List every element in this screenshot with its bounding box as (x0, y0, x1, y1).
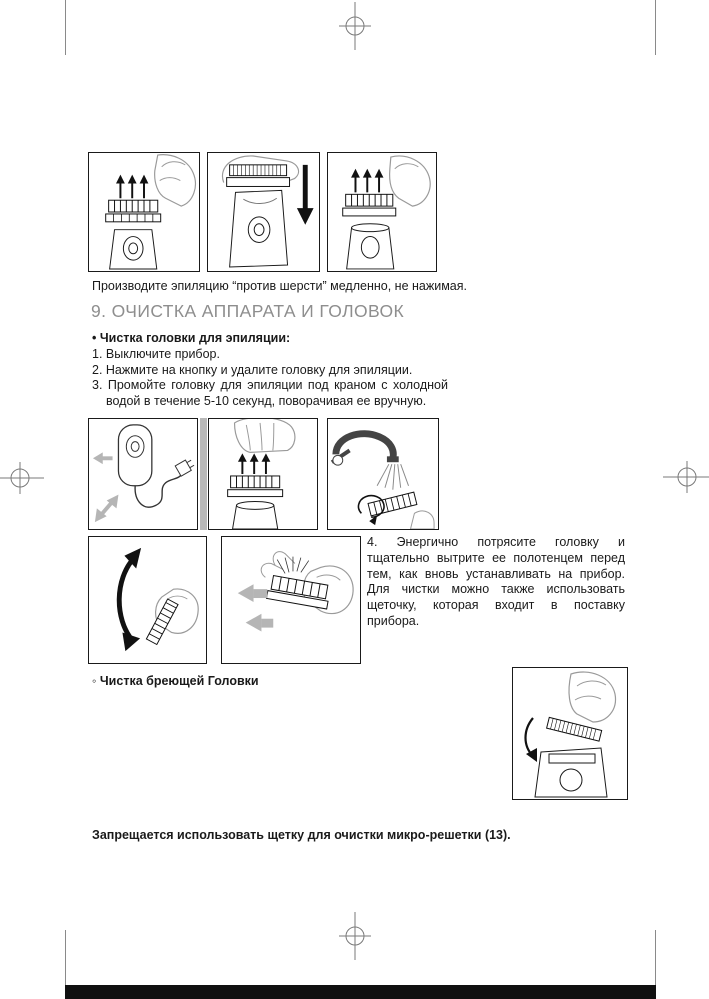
step-1: 1. Выключите прибор. (92, 347, 220, 361)
figure-box-row2-3 (327, 418, 439, 530)
section-heading: 9. ОЧИСТКА АППАРАТА И ГОЛОВОК (91, 301, 405, 321)
remove-foil-frame-illustration (208, 153, 319, 271)
shaver-cleaning-title: ◦ Чистка бреющей Головки (92, 674, 259, 688)
page-bottom-bar (65, 985, 656, 999)
figure-box-row1-3 (327, 152, 437, 272)
figure-box-row2-1 (88, 418, 198, 530)
rinse-under-tap-illustration (328, 419, 438, 529)
lift-epilation-head-illustration (328, 153, 436, 271)
press-button-remove-head-illustration (209, 419, 317, 529)
corner-tick-bottom-right (655, 930, 656, 985)
registration-mark-right (663, 453, 709, 501)
figure-box-row2-2 (208, 418, 318, 530)
step-3: 3. Промойте головку для эпиляции под краном с холодной водой в течение 5-10 секунд, поворачивая ее вручную. (92, 378, 448, 408)
remove-shaving-head-illustration (513, 668, 627, 799)
brush-clean-head-illustration (222, 537, 360, 663)
unplug-device-illustration (89, 419, 197, 529)
figure-box-row1-2 (207, 152, 320, 272)
micro-grid-warning: Запрещается использовать щетку для очистки микро-решетки (13). (92, 828, 511, 842)
step-2: 2. Нажмите на кнопку и удалите головку для эпиляции. (92, 362, 413, 377)
registration-mark-left (0, 454, 44, 502)
caption-epilation-direction: Производите эпиляцию “против шерсти” медленно, не нажимая. (92, 279, 467, 293)
corner-tick-top-left (65, 0, 66, 55)
corner-tick-top-right (655, 0, 656, 55)
epilation-cleaning-steps (92, 347, 448, 409)
step-4-paragraph: 4. Энергично потрясите головку и тщательно вытрите ее полотенцем перед тем, как вновь устанавливать на прибор. Для чистки можно также использовать щеточку, которая входит в поставку прибора. (367, 535, 625, 628)
corner-tick-bottom-left (65, 930, 66, 985)
figure-box-row1-1 (88, 152, 200, 272)
wall-strip (200, 418, 207, 530)
figure-box-shaver (512, 667, 628, 800)
registration-mark-bottom (331, 912, 379, 960)
shake-head-illustration (89, 537, 206, 663)
epilation-stroke-illustration (89, 153, 199, 271)
figure-box-row3-2 (221, 536, 361, 664)
figure-box-row3-1 (88, 536, 207, 664)
registration-mark-top (331, 2, 379, 50)
epilation-cleaning-title: • Чистка головки для эпиляции: (92, 331, 291, 345)
